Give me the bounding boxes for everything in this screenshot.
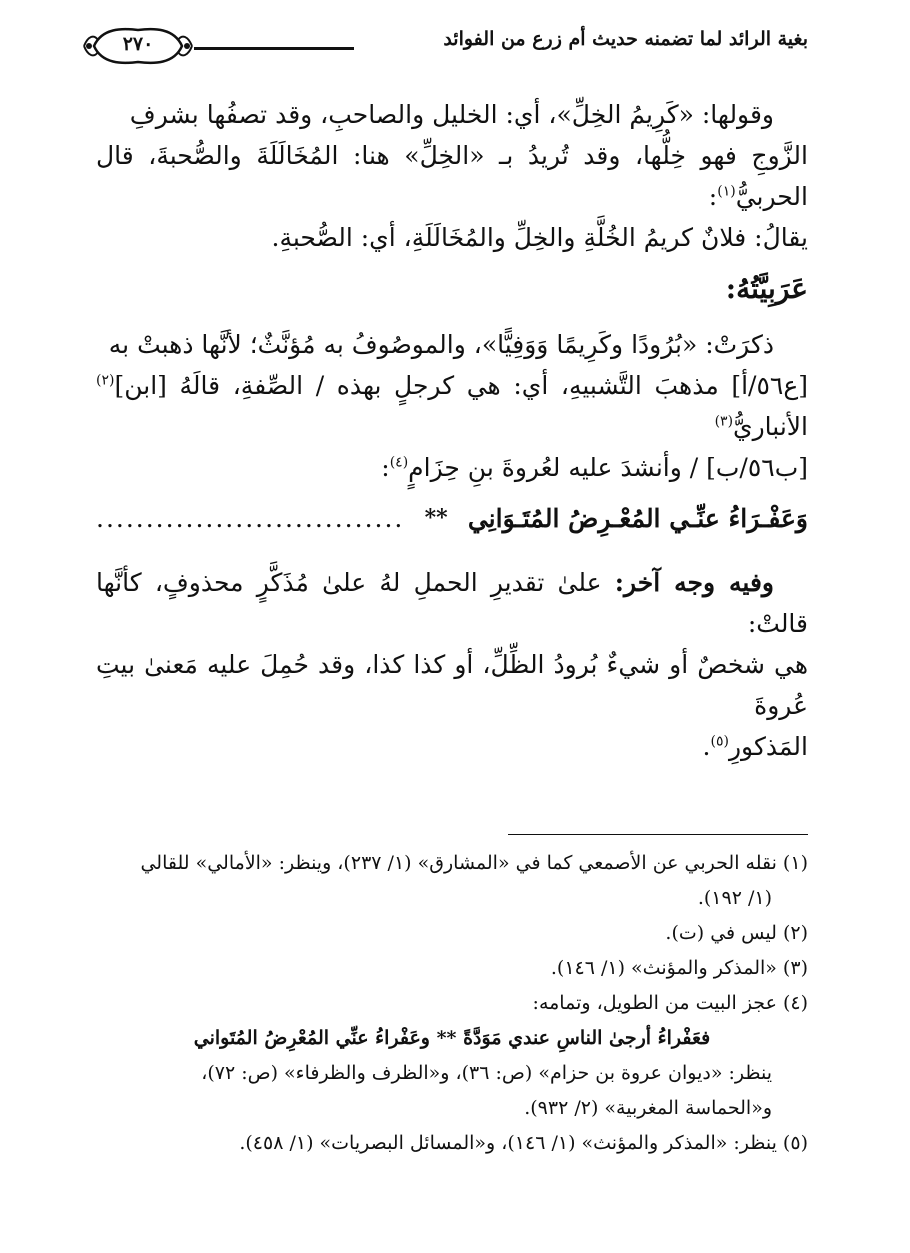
footnote-separator [508, 834, 808, 835]
footnote-ref-5[interactable]: (٥) [710, 733, 729, 750]
footnote-ref-2[interactable]: (٢) [96, 372, 115, 389]
footnote-3: (٣) «المذكر والمؤنث» (١/ ١٤٦). [550, 957, 808, 979]
page-number-badge [82, 22, 194, 70]
main-text [96, 94, 808, 767]
paragraph-3-line-1 [96, 562, 808, 644]
footnote-ref-4[interactable]: (٤) [389, 454, 409, 471]
running-title: بغية الرائد لما تضمنه حديث أم زرع من الفوائد [443, 28, 808, 50]
footnote-4-sources-continued: و«الحماسة المغربية» (٢/ ٩٣٢). [524, 1097, 772, 1119]
text-run: علىٰ تقديرِ الحملِ لهُ علىٰ مُذَكَّرٍ محذوفٍ، كأنَّها قالتْ: [96, 568, 808, 638]
section-heading: عَرَبِيَّتُهُ: [725, 272, 808, 305]
text-run: : [381, 453, 390, 482]
paragraph-1-line-3: يقالُ: فلانٌ كريمُ الخُلَّةِ والخِلِّ والمُخَالَلَةِ، أي: الصُّحبةِ. [271, 223, 808, 252]
paragraph-1-line-2 [96, 135, 808, 217]
verse-omitted-dots: ............................... [96, 503, 405, 533]
verse-second-hemistich: وَعَفْـرَاءُ عنِّـي المُعْـرِضُ المُتَـوَانِي [467, 503, 808, 533]
footnote-1-continued: (١/ ١٩٢). [697, 887, 772, 909]
text-run: : [708, 182, 718, 211]
footnote-ref-1[interactable]: (١) [717, 183, 736, 200]
paragraph-2-line-3 [96, 447, 808, 488]
verse-separator: ** [424, 504, 448, 531]
footnotes [96, 846, 808, 1161]
paragraph-3-line-3 [96, 726, 808, 767]
footnote-1: (١) نقله الحربي عن الأصمعي كما في «المشارق» (١/ ٢٣٧)، وينظر: «الأمالي» للقالي [140, 852, 808, 874]
text-run: [ع٥٦/أ] مذهبَ التَّشبيهِ، أي: هي كرجلٍ بهذه / الصِّفةِ، قالَهُ [ابن] [114, 371, 808, 400]
bold-lead: وفيه وجه آخر: [614, 568, 774, 597]
text-run: . [702, 732, 711, 761]
text-run: [ب٥٦/ب] / وأنشدَ عليه لعُروةَ بنِ حِزَامٍ [408, 453, 808, 482]
page-number: ٢٧٠ [122, 33, 154, 55]
paragraph-3-line-2: هي شخصٌ أو شيءٌ بُرودُ الظِّلِّ، أو كذا كذا، وقد حُمِلَ عليه مَعنىٰ بيتِ عُروةَ [96, 650, 808, 720]
footnote-4: (٤) عجز البيت من الطويل، وتمامه: [532, 992, 808, 1014]
page-header [82, 22, 808, 70]
paragraph-2-line-2 [96, 365, 808, 447]
text-run: الأنباريُّ [733, 412, 808, 441]
footnote-4-verse: فعَفْراءُ أرجىٰ الناسِ عندي مَوَدَّةً ** وعَفْراءُ عنِّي المُعْرِضُ المُتَواني [193, 1027, 711, 1049]
footnote-ref-3[interactable]: (٣) [714, 413, 734, 430]
paragraph-2-line-1: ذكرَتْ: «بُرُودًا وكَرِيمًا وَوَفِيًّا»، والموصُوفُ به مُؤنَّثٌ؛ لأنَّها ذهبتْ به [108, 330, 774, 359]
header-rule [194, 47, 354, 50]
footnote-5: (٥) ينظر: «المذكر والمؤنث» (١/ ١٤٦)، و«المسائل البصريات» (١/ ٤٥٨). [239, 1132, 808, 1154]
verse-line [96, 496, 808, 540]
footnote-4-sources: ينظر: «ديوان عروة بن حزام» (ص: ٣٦)، و«الظرف والظرفاء» (ص: ٧٢)، [201, 1062, 772, 1084]
footnote-2: (٢) ليس في (ت). [665, 922, 808, 944]
text-run: المَذكورِ [728, 732, 808, 761]
paragraph-1-line-1: وقولها: «كَرِيمُ الخِلِّ»، أي: الخليل والصاحبِ، وقد تصفُها بشرفِ [129, 100, 774, 129]
text-run: الزَّوجِ فهو خِلُّها، وقد تُريدُ بـ «الخِلِّ» هنا: المُخَالَلَةَ والصُّحبةَ، قال الحربيُّ [96, 141, 808, 211]
